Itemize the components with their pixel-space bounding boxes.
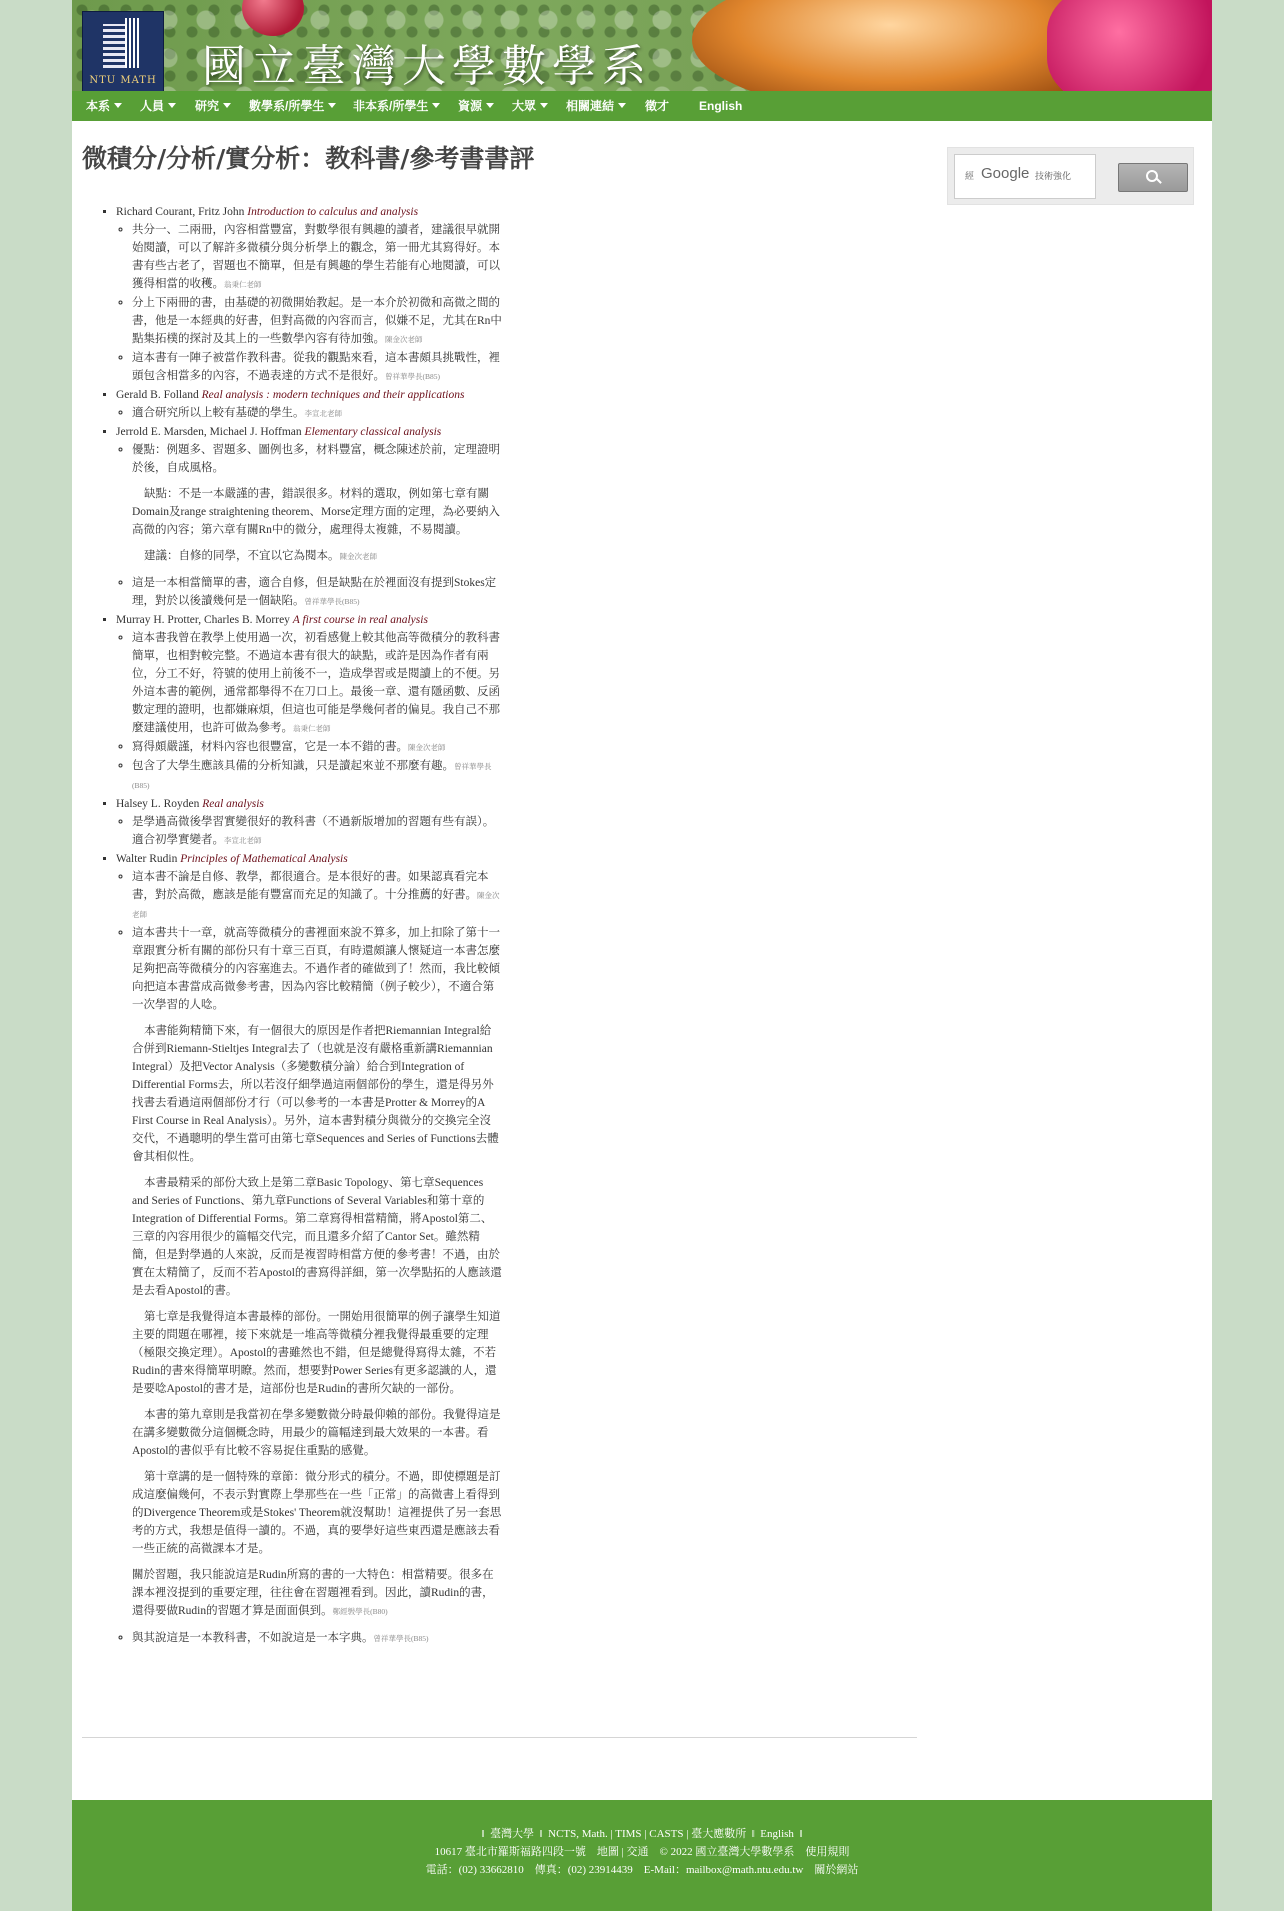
review-text: 寫得頗嚴謹，材料內容也很豐富，它是一本不錯的書。 <box>132 741 408 753</box>
footer-fax: 傳真：(02) 23914439 <box>534 1864 633 1876</box>
footer-email-link[interactable]: mailbox@math.ntu.edu.tw <box>685 1864 804 1876</box>
footer-link-casts[interactable]: CASTS <box>649 1828 684 1840</box>
footer-address-row <box>72 1843 1212 1861</box>
review-text: 是學過高微後學習實變很好的教科書（不過新版增加的習題有些有誤）。適合初學實變者。 <box>132 816 495 846</box>
footer-separator: | <box>686 1828 689 1840</box>
review-text: 這本書我曾在教學上使用過一次，初看感覺上較其他高等微積分的教科書簡單，也相對較完整。不過這本書有很大的缺點，或許是因為作者有兩位，分工不好，符號的使用上前後不一，造成學習或是閱讀上的不便。另外這本書的範例，通常都舉得不在刀口上。最後一章、還有隱函數、反函數定理的證明，也都嫌麻煩，但這也可能是學幾何者的偏見。我自己不那麼建議使用，也許可做為參考。 <box>132 632 500 734</box>
review-comment <box>132 221 502 294</box>
footer-contact-row <box>72 1861 1212 1879</box>
review-comment <box>132 813 502 850</box>
book-authors: Jerrold E. Marsden, Michael J. Hoffman <box>116 426 302 438</box>
review-author: 陳金次老師 <box>132 891 500 919</box>
site-footer <box>72 1800 1212 1911</box>
review-author: 曾祥華學長(B85) <box>373 1634 429 1643</box>
book-authors: Walter Rudin <box>116 853 178 865</box>
review-text: 分上下兩冊的書，由基礎的初微開始教起。是一本介於初微和高微之間的書，他是一本經典的好書，但對高微的內容而言，似嫌不足，尤其在Rn中點集拓樸的探討及其上的一些數學內容有待加強。 <box>132 297 502 345</box>
review-author: 陳金次老師 <box>385 335 423 344</box>
book-item <box>116 850 502 1648</box>
footer-link-tims[interactable]: TIMS <box>615 1828 642 1840</box>
book-title-link[interactable]: A first course in real analysis <box>292 614 428 626</box>
review-text: 適合研究所以上較有基礎的學生。 <box>132 407 305 419</box>
review-author: 曾祥華學長(B85) <box>385 372 440 381</box>
footer-phone: 電話：(02) 33662810 <box>425 1864 524 1876</box>
review-comment <box>132 629 502 738</box>
review-comment <box>132 349 502 386</box>
review-comment <box>132 441 502 566</box>
footer-link-map[interactable]: 地圖 <box>596 1846 619 1858</box>
review-paragraph <box>132 547 502 566</box>
review-paragraph: 第十章講的是一個特殊的章節：微分形式的積分。不過，即使標題是訂成這麼偏幾何，不表示對實際上學那些在一些「正常」的高微書上看得到的Divergence Theorem或是Stokes' Theorem就沒幫助！這裡提供了另一套思考的方式，我想是值得一讀的。不過，真的要學好這些東西還是應該去看一些正統的高微課本才是。 <box>132 1471 502 1555</box>
footer-link-english[interactable]: English <box>760 1828 794 1840</box>
logo-text: NTU MATH <box>89 75 157 86</box>
main-nav <box>72 91 1212 121</box>
footer-link-about[interactable]: 關於網站 <box>814 1864 859 1876</box>
review-text: 建議：自修的同學，不宜以它為閱本。 <box>144 550 340 562</box>
review-paragraph: 本書最精采的部份大致上是第二章Basic Topology、第七章Sequences and Series of Functions、第九章Functions of Several Variables和第十章的Integration of Differential Forms。第二章寫得相當精簡，將Apostol第二、三章的內容用很少的篇幅交代完，而且還多介紹了Cantor Set。雖然精簡，但是對學過的人來說，反而是複習時相當方便的參考書！不過，由於實在太精簡了，反而不若Apostol的書寫得詳細，第一次學點拓的人應該還是去看Apostol的書。 <box>132 1177 502 1297</box>
review-paragraph: 第七章是我覺得這本書最棒的部份。一開始用很簡單的例子讓學生知道主要的問題在哪裡，接下來就是一堆高等微積分裡我覺得最重要的定理（極限交換定理）。Apostol的書雖然也不錯，但是總覺得寫得太雜，不若Rudin的書來得簡單明瞭。然而，想要對Power Series有更多認識的人，還是要唸Apostol的書才是，這部份也是Rudin的書所欠缺的一部份。 <box>132 1311 501 1395</box>
review-author: 曾祥華學長(B85) <box>132 762 492 790</box>
chevron-down-icon <box>486 103 494 108</box>
logo-building-graphic <box>125 18 139 68</box>
search-button[interactable] <box>1118 163 1188 192</box>
review-text: 與其說這是一本教科書，不如說這是一本字典。 <box>132 1632 374 1644</box>
nav-item-public[interactable]: 大眾 <box>512 91 548 121</box>
footer-separator: ‖ <box>799 1828 803 1840</box>
review-author: 曾祥華學長(B85) <box>304 597 360 606</box>
search-input[interactable] <box>954 154 1096 199</box>
book-authors: Richard Courant, Fritz John <box>116 206 245 218</box>
site-title[interactable]: 國立臺灣大學數學系 <box>202 41 652 91</box>
chevron-down-icon <box>223 103 231 108</box>
page-title: 微積分/分析/實分析：教科書/參考書書評 <box>82 144 535 173</box>
review-author: 陳金次老師 <box>339 552 377 561</box>
footer-separator: ‖ <box>751 1828 755 1840</box>
review-author: 李宣北老師 <box>304 409 342 418</box>
site-banner <box>72 0 1212 91</box>
review-comment <box>132 924 502 1621</box>
book-item <box>116 386 502 423</box>
review-text: 包含了大學生應該具備的分析知識，只是讀起來並不那麼有趣。 <box>132 760 454 772</box>
nav-item-research[interactable]: 研究 <box>195 91 231 121</box>
search-icon-handle <box>1156 178 1162 184</box>
book-item <box>116 423 502 611</box>
nav-item-resources[interactable]: 資源 <box>458 91 494 121</box>
chevron-down-icon <box>114 103 122 108</box>
review-author: 陳金次老師 <box>408 743 446 752</box>
chevron-down-icon <box>618 103 626 108</box>
content-divider <box>82 1737 917 1738</box>
nav-item-about[interactable]: 本系 <box>86 91 122 121</box>
powered-by-label: 技術強化 <box>1035 171 1072 181</box>
footer-address: 10617 臺北市羅斯福路四段一號 <box>434 1846 586 1858</box>
nav-item-people[interactable]: 人員 <box>140 91 176 121</box>
review-comment <box>132 757 502 795</box>
chevron-down-icon <box>432 103 440 108</box>
review-paragraph: 缺點：不是一本嚴謹的書，錯誤很多。材料的選取，例如第七章有關Domain及range straightening theorem、Morse定理方面的定理，為必要納入高微的內容；第六章有關Rn中的微分，處理得太複雜，不易閱讀。 <box>132 488 500 536</box>
footer-separator: | <box>621 1846 624 1858</box>
book-item <box>116 203 502 386</box>
review-author: 鄭經斅學長(B80) <box>332 1607 388 1616</box>
review-comment <box>132 404 502 423</box>
banner-decoration <box>1047 0 1212 91</box>
book-review-list <box>82 203 502 1648</box>
book-authors: Gerald B. Folland <box>116 389 199 401</box>
footer-link-terms[interactable]: 使用規則 <box>805 1846 850 1858</box>
review-author: 翁秉仁老師 <box>224 280 262 289</box>
footer-link-ias[interactable]: 臺大應數所 <box>691 1828 747 1840</box>
ntu-math-logo[interactable] <box>82 11 164 91</box>
book-title-link[interactable]: Principles of Mathematical Analysis <box>180 853 348 865</box>
review-text: 這本書有一陣子被當作教科書。從我的觀點來看，這本書頗具挑戰性，裡頭包含相當多的內容，不過表達的方式不是很好。 <box>132 352 500 382</box>
review-comment <box>132 1629 502 1648</box>
nav-item-links[interactable]: 相關連結 <box>566 91 626 121</box>
review-comment <box>132 574 502 611</box>
book-title-link[interactable]: Elementary classical analysis <box>304 426 442 438</box>
footer-separator: | <box>644 1828 647 1840</box>
review-text: 這本書不論是自修、教學，都很適合。是本很好的書。如果認真看完本書，對於高微，應該是能有豐富而充足的知識了。十分推薦的好書。 <box>132 871 489 901</box>
google-logo: Google <box>981 165 1030 182</box>
book-title-link[interactable]: Real analysis : modern techniques and their applications <box>201 389 465 401</box>
book-title-link[interactable]: Introduction to calculus and analysis <box>247 206 419 218</box>
footer-separator: ‖ <box>481 1828 485 1840</box>
review-text: 關於習題，我只能說這是Rudin所寫的書的一大特色：相當精要。很多在課本裡沒提到的重要定理，往往會在習題裡看到。因此，讀Rudin的書，還得要做Rudin的習題才算是面面俱到。 <box>132 1569 494 1617</box>
footer-separator: ‖ <box>539 1828 543 1840</box>
review-author: 李宣北老師 <box>224 836 262 845</box>
book-authors: Halsey L. Royden <box>116 798 200 810</box>
review-paragraph: 本書能夠精簡下來，有一個很大的原因是作者把Riemannian Integral給合併到Riemann-Stieltjes Integral去了（也就是沒有嚴格重新講Riemannian Integral）及把Vector Analysis（多變數積分論）給合到Integration of Differential Forms去，所以若沒仔細學過這兩個部份的學生，還是得另外找書去看過這兩個部份才行（可以參考的一本書是Protter & Morrey的A First Course in Real Analysis）。另外，這本書對積分與微分的交換完全沒交代，不過聰明的學生當可由第七章Sequences and Series of Functions去體會其相似性。 <box>132 1025 499 1163</box>
footer-separator: | <box>610 1828 613 1840</box>
nav-item-jobs[interactable]: 徵才 <box>645 99 670 113</box>
footer-email-label: E-Mail： <box>643 1864 686 1876</box>
book-title-link[interactable]: Real analysis <box>202 798 264 810</box>
footer-link-transport[interactable]: 交通 <box>626 1846 649 1858</box>
footer-link-ncts[interactable]: NCTS, Math. <box>548 1828 608 1840</box>
chevron-down-icon <box>540 103 548 108</box>
review-comment <box>132 868 502 924</box>
review-text: 共分一、二兩冊，內容相當豐富，對數學很有興趣的讀者，建議很早就開始閱讀，可以了解許多微積分與分析學上的觀念，第一冊尤其寫得好。本書有些古老了，習題也不簡單，但是有興趣的學生若能有心地閱讀，可以獲得相當的收穫。 <box>132 224 500 290</box>
footer-links <box>72 1825 1212 1843</box>
review-paragraph <box>132 1566 502 1621</box>
search-label: 經 <box>965 171 975 181</box>
footer-link-ntu[interactable]: 臺灣大學 <box>490 1828 535 1840</box>
nav-item-math-students[interactable]: 數學系/所學生 <box>249 91 336 121</box>
review-paragraph: 本書的第九章則是我當初在學多變數微分時最仰賴的部份。我覺得這是在講多變數微分這個概念時，用最少的篇幅達到最大效果的一本書。看Apostol的書似乎有比較不容易捉住重點的感覺。 <box>132 1409 501 1457</box>
chevron-down-icon <box>328 103 336 108</box>
book-item <box>116 795 502 850</box>
nav-item-other-students[interactable]: 非本系/所學生 <box>353 91 440 121</box>
review-text: 優點：例題多、習題多、圖例也多，材料豐富，概念陳述於前，定理證明於後，自成風格。 <box>132 444 500 474</box>
page <box>72 0 1212 1911</box>
chevron-down-icon <box>168 103 176 108</box>
nav-item-english[interactable]: English <box>699 99 743 113</box>
book-item <box>116 611 502 795</box>
review-comment <box>132 294 502 349</box>
google-search-box <box>947 147 1194 205</box>
review-comment <box>132 738 502 757</box>
review-text: 這是一本相當簡單的書，適合自修，但是缺點在於裡面沒有提到Stokes定理，對於以後讀幾何是一個缺陷。 <box>132 577 497 607</box>
book-authors: Murray H. Protter, Charles B. Morrey <box>116 614 290 626</box>
review-text: 這本書共十一章，就高等微積分的書裡面來說不算多，加上扣除了第十一章跟實分析有關的部份只有十章三百頁，有時還頗讓人懷疑這一本書怎麼足夠把高等微積分的內容塞進去。不過作者的確做到了！然而，我比較傾向把這本書當成高微參考書，因為內容比較精簡（例子較少），不適合第一次學習的人唸。 <box>132 927 500 1011</box>
footer-copyright: © 2022 國立臺灣大學數學系 <box>659 1846 795 1858</box>
review-author: 翁秉仁老師 <box>293 724 331 733</box>
